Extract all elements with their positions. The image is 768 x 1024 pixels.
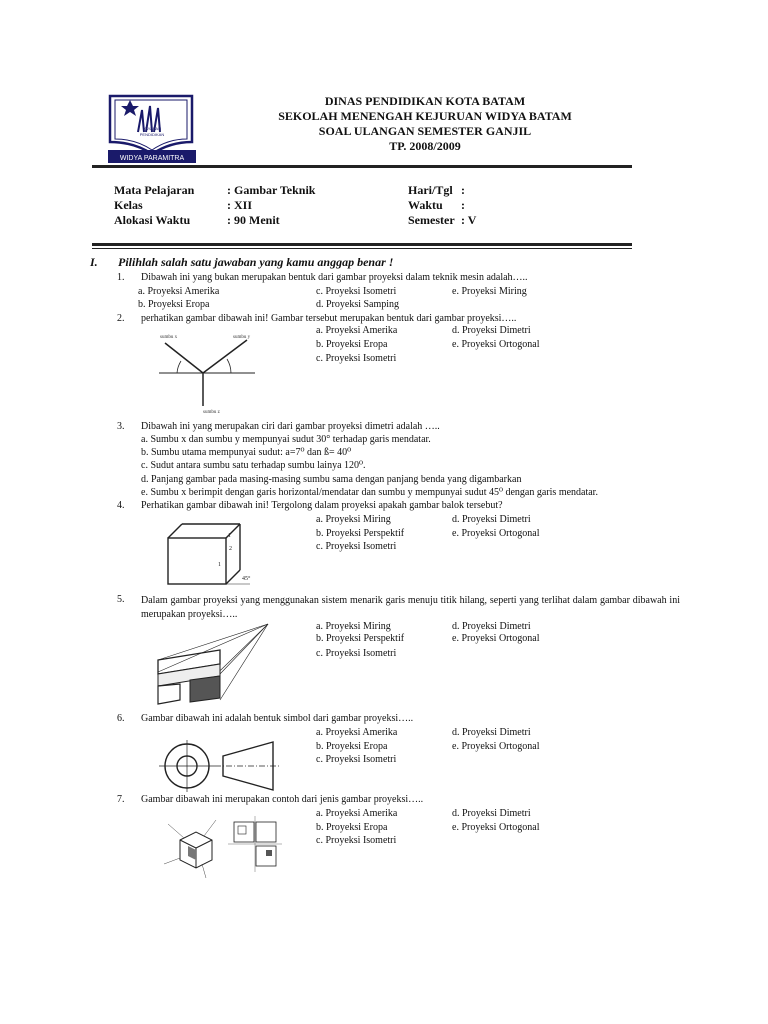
q6-number: 6.: [117, 713, 125, 724]
q2-option-d: d. Proyeksi Dimetri: [452, 325, 531, 336]
q4-fig-label-1: 1: [228, 533, 231, 539]
q7-option-e: e. Proyeksi Ortogonal: [452, 822, 540, 833]
header-line-1: DINAS PENDIDIKAN KOTA BATAM: [324, 94, 526, 108]
q6-option-a: a. Proyeksi Amerika: [316, 727, 398, 738]
q7-option-d: d. Proyeksi Dimetri: [452, 808, 531, 819]
q6-projection-symbol: [155, 738, 285, 796]
school-logo: [106, 92, 198, 166]
q2-fig-z-label: sumbu z: [203, 410, 220, 414]
q1-option-e: e. Proyeksi Miring: [452, 286, 527, 297]
q2-option-b: b. Proyeksi Eropa: [316, 339, 388, 350]
q2-fig-y-label: sumbu y: [233, 335, 251, 340]
info-semester-value: : V: [461, 213, 477, 227]
q3-option-b: b. Sumbu utama mempunyai sudut: a=7⁰ dan ß= 40⁰: [141, 447, 352, 458]
q1-number: 1.: [117, 272, 125, 283]
info-divider-2: [92, 248, 632, 249]
q3-option-a: a. Sumbu x dan sumbu y mempunyai sudut 30° terhadap garis mendatar.: [141, 434, 431, 445]
q2-option-c: c. Proyeksi Isometri: [316, 353, 397, 364]
q6-option-b: b. Proyeksi Eropa: [316, 741, 388, 752]
q4-option-b: b. Proyeksi Perspektif: [316, 528, 405, 539]
info-hari-label: Hari/Tgl: [408, 183, 453, 197]
q3-option-d: d. Panjang gambar pada masing-masing sumbu sama dengan panjang benda yang digambarkan: [141, 474, 522, 485]
q6-option-d: d. Proyeksi Dimetri: [452, 727, 531, 738]
logo-bottom-text: PENDIDIKAN: [139, 132, 165, 137]
q4-box-figure: [160, 520, 260, 590]
q6-option-e: e. Proyeksi Ortogonal: [452, 741, 540, 752]
q6-text: Gambar dibawah ini adalah bentuk simbol dari gambar proyeksi…..: [141, 713, 414, 724]
logo-top-text: YAYASAN: [142, 126, 162, 131]
q1-option-a: a. Proyeksi Amerika: [138, 286, 220, 297]
q4-option-c: c. Proyeksi Isometri: [316, 541, 397, 552]
q4-option-d: d. Proyeksi Dimetri: [452, 514, 531, 525]
info-waktu-value: :: [461, 198, 465, 212]
q5-option-c: c. Proyeksi Isometri: [316, 648, 397, 659]
q5-text: Dalam gambar proyeksi yang menggunakan sistem menarik garis menuju titik hilang, seperti yang terlihat dalam gambar dibawah ini merupakan proyeksi…..: [141, 595, 680, 620]
q5-option-b: b. Proyeksi Perspektif: [316, 633, 405, 644]
q3-option-e: e. Sumbu x berimpit dengan garis horizontal/mendatar dan sumbu y mempunyai sudut 45⁰ dengan garis mendatar.: [141, 487, 598, 498]
q2-number: 2.: [117, 313, 125, 324]
q6-option-c: c. Proyeksi Isometri: [316, 754, 397, 765]
q1-option-d: d. Proyeksi Samping: [316, 299, 400, 310]
q4-text: Perhatikan gambar dibawah ini! Tergolong dalam proyeksi apakah gambar balok tersebut?: [141, 500, 503, 511]
q4-option-a: a. Proyeksi Miring: [316, 514, 391, 525]
q5-option-d: d. Proyeksi Dimetri: [452, 621, 531, 632]
q7-projection-figure: [158, 812, 298, 884]
info-hari-value: :: [461, 183, 465, 197]
header-line-2: SEKOLAH MENENGAH KEJURUAN WIDYA BATAM: [278, 109, 572, 123]
q5-option-e: e. Proyeksi Ortogonal: [452, 633, 540, 644]
q2-fig-x-label: sumbu x: [160, 335, 178, 340]
info-alokasi-value: : 90 Menit: [227, 213, 280, 227]
info-divider-1: [92, 243, 632, 246]
q1-option-c: c. Proyeksi Isometri: [316, 286, 397, 297]
q1-option-b: b. Proyeksi Eropa: [138, 299, 210, 310]
header-line-4: TP. 2008/2009: [389, 139, 461, 153]
info-semester-label: Semester: [408, 213, 455, 227]
q4-option-e: e. Proyeksi Ortogonal: [452, 528, 540, 539]
header-divider: [92, 165, 632, 168]
q7-option-a: a. Proyeksi Amerika: [316, 808, 398, 819]
q3-text: Dibawah ini yang merupakan ciri dari gambar proyeksi dimetri adalah …..: [141, 421, 440, 432]
q7-option-b: b. Proyeksi Eropa: [316, 822, 388, 833]
section-title: Pilihlah salah satu jawaban yang kamu anggap benar !: [118, 255, 394, 269]
q3-number: 3.: [117, 421, 125, 432]
q4-fig-label-2: 2: [229, 546, 232, 552]
q5-number: 5.: [117, 594, 125, 605]
q3-option-c: c. Sudut antara sumbu satu terhadap sumbu lainya 120⁰.: [141, 460, 366, 471]
q2-text: perhatikan gambar dibawah ini! Gambar tersebut merupakan bentuk dari gambar proyeksi…..: [141, 313, 517, 324]
info-kelas-value: : XII: [227, 198, 253, 212]
q7-number: 7.: [117, 794, 125, 805]
logo-band-text: WIDYA PARAMITRA: [119, 155, 185, 162]
q5-perspective-figure: [150, 620, 280, 710]
info-mapel-value: : Gambar Teknik: [227, 183, 316, 197]
q7-text: Gambar dibawah ini merupakan contoh dari jenis gambar proyeksi…..: [141, 794, 424, 805]
q4-fig-angle: 45°: [242, 576, 251, 582]
q2-axes-figure: [155, 328, 265, 414]
q7-option-c: c. Proyeksi Isometri: [316, 835, 397, 846]
q2-option-e: e. Proyeksi Ortogonal: [452, 339, 540, 350]
q4-number: 4.: [117, 500, 125, 511]
q5-option-a: a. Proyeksi Miring: [316, 621, 391, 632]
q4-fig-label-3: 1: [218, 562, 221, 568]
info-waktu-label: Waktu: [408, 198, 443, 212]
info-mapel-label: Mata Pelajaran: [114, 183, 195, 197]
header-line-3: SOAL ULANGAN SEMESTER GANJIL: [318, 124, 532, 138]
q1-text: Dibawah ini yang bukan merupakan bentuk dari gambar proyeksi dalam teknik mesin adalah…..: [141, 272, 528, 283]
info-alokasi-label: Alokasi Waktu: [114, 213, 191, 227]
section-number: I.: [90, 255, 98, 269]
info-kelas-label: Kelas: [114, 198, 143, 212]
q2-option-a: a. Proyeksi Amerika: [316, 325, 398, 336]
